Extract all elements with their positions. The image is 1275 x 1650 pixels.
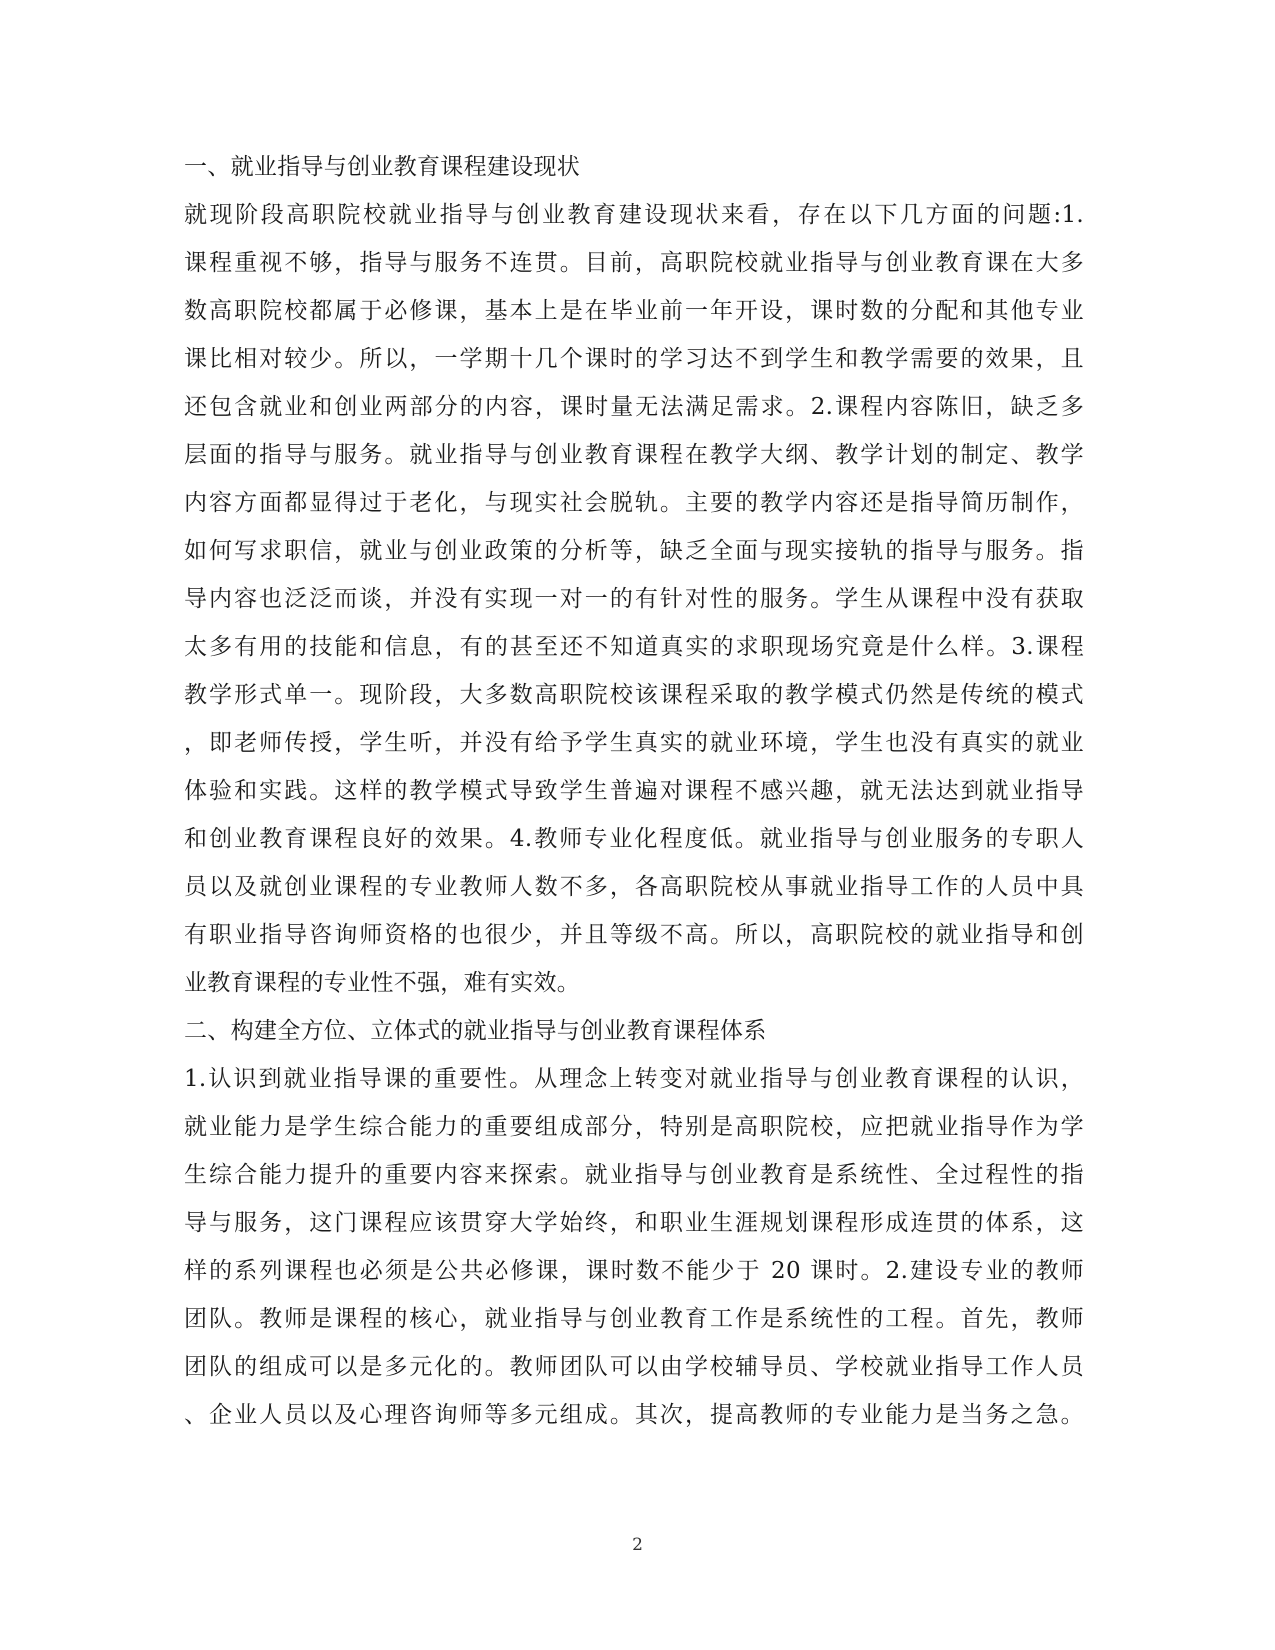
section-heading-2: 二、构建全方位、立体式的就业指导与创业教育课程体系 — [184, 1018, 767, 1044]
paragraph-line: 层面的指导与服务。就业指导与创业教育课程在教学大纲、教学计划的制定、教学 — [184, 442, 1084, 468]
paragraph-line: 课比相对较少。所以，一学期十几个课时的学习达不到学生和教学需要的效果，且 — [184, 346, 1084, 372]
paragraph-line: 如何写求职信，就业与创业政策的分析等，缺乏全面与现实接轨的指导与服务。指 — [184, 538, 1084, 564]
paragraph-line: 教学形式单一。现阶段，大多数高职院校该课程采取的教学模式仍然是传统的模式 — [184, 682, 1084, 708]
section-heading-1: 一、就业指导与创业教育课程建设现状 — [184, 154, 581, 180]
paragraph-line: 数高职院校都属于必修课，基本上是在毕业前一年开设，课时数的分配和其他专业 — [184, 298, 1084, 324]
paragraph-line: 课程重视不够，指导与服务不连贯。目前，高职院校就业指导与创业教育课在大多 — [184, 250, 1084, 276]
paragraph-line: 导与服务，这门课程应该贯穿大学始终，和职业生涯规划课程形成连贯的体系，这 — [184, 1210, 1084, 1236]
paragraph-line: 1.认识到就业指导课的重要性。从理念上转变对就业指导与创业教育课程的认识， — [184, 1066, 1084, 1092]
paragraph-line: 样的系列课程也必须是公共必修课，课时数不能少于 20 课时。2.建设专业的教师 — [184, 1258, 1084, 1284]
paragraph-line: 和创业教育课程良好的效果。4.教师专业化程度低。就业指导与创业服务的专职人 — [184, 826, 1084, 852]
paragraph-line: 就现阶段高职院校就业指导与创业教育建设现状来看，存在以下几方面的问题:1. — [184, 202, 1084, 228]
paragraph-line: 还包含就业和创业两部分的内容，课时量无法满足需求。2.课程内容陈旧，缺乏多 — [184, 394, 1084, 420]
paragraph-line: 团队的组成可以是多元化的。教师团队可以由学校辅导员、学校就业指导工作人员 — [184, 1354, 1084, 1380]
page-number: 2 — [632, 1535, 643, 1555]
paragraph-line: 太多有用的技能和信息，有的甚至还不知道真实的求职现场究竟是什么样。3.课程 — [184, 634, 1084, 660]
paragraph-line: 团队。教师是课程的核心，就业指导与创业教育工作是系统性的工程。首先，教师 — [184, 1306, 1084, 1332]
paragraph-line: 员以及就创业课程的专业教师人数不多，各高职院校从事就业指导工作的人员中具 — [184, 874, 1084, 900]
paragraph-line: 内容方面都显得过于老化，与现实社会脱轨。主要的教学内容还是指导简历制作， — [184, 490, 1084, 516]
paragraph-line: 就业能力是学生综合能力的重要组成部分，特别是高职院校，应把就业指导作为学 — [184, 1114, 1084, 1140]
paragraph-line: 体验和实践。这样的教学模式导致学生普遍对课程不感兴趣，就无法达到就业指导 — [184, 778, 1084, 804]
paragraph-line: 业教育课程的专业性不强，难有实效。 — [184, 970, 581, 996]
paragraph-line: ，即老师传授，学生听，并没有给予学生真实的就业环境，学生也没有真实的就业 — [184, 730, 1084, 756]
paragraph-line: 、企业人员以及心理咨询师等多元组成。其次，提高教师的专业能力是当务之急。 — [184, 1402, 1084, 1428]
paragraph-line: 有职业指导咨询师资格的也很少，并且等级不高。所以，高职院校的就业指导和创 — [184, 922, 1084, 948]
paragraph-line: 导内容也泛泛而谈，并没有实现一对一的有针对性的服务。学生从课程中没有获取 — [184, 586, 1084, 612]
paragraph-line: 生综合能力提升的重要内容来探索。就业指导与创业教育是系统性、全过程性的指 — [184, 1162, 1084, 1188]
